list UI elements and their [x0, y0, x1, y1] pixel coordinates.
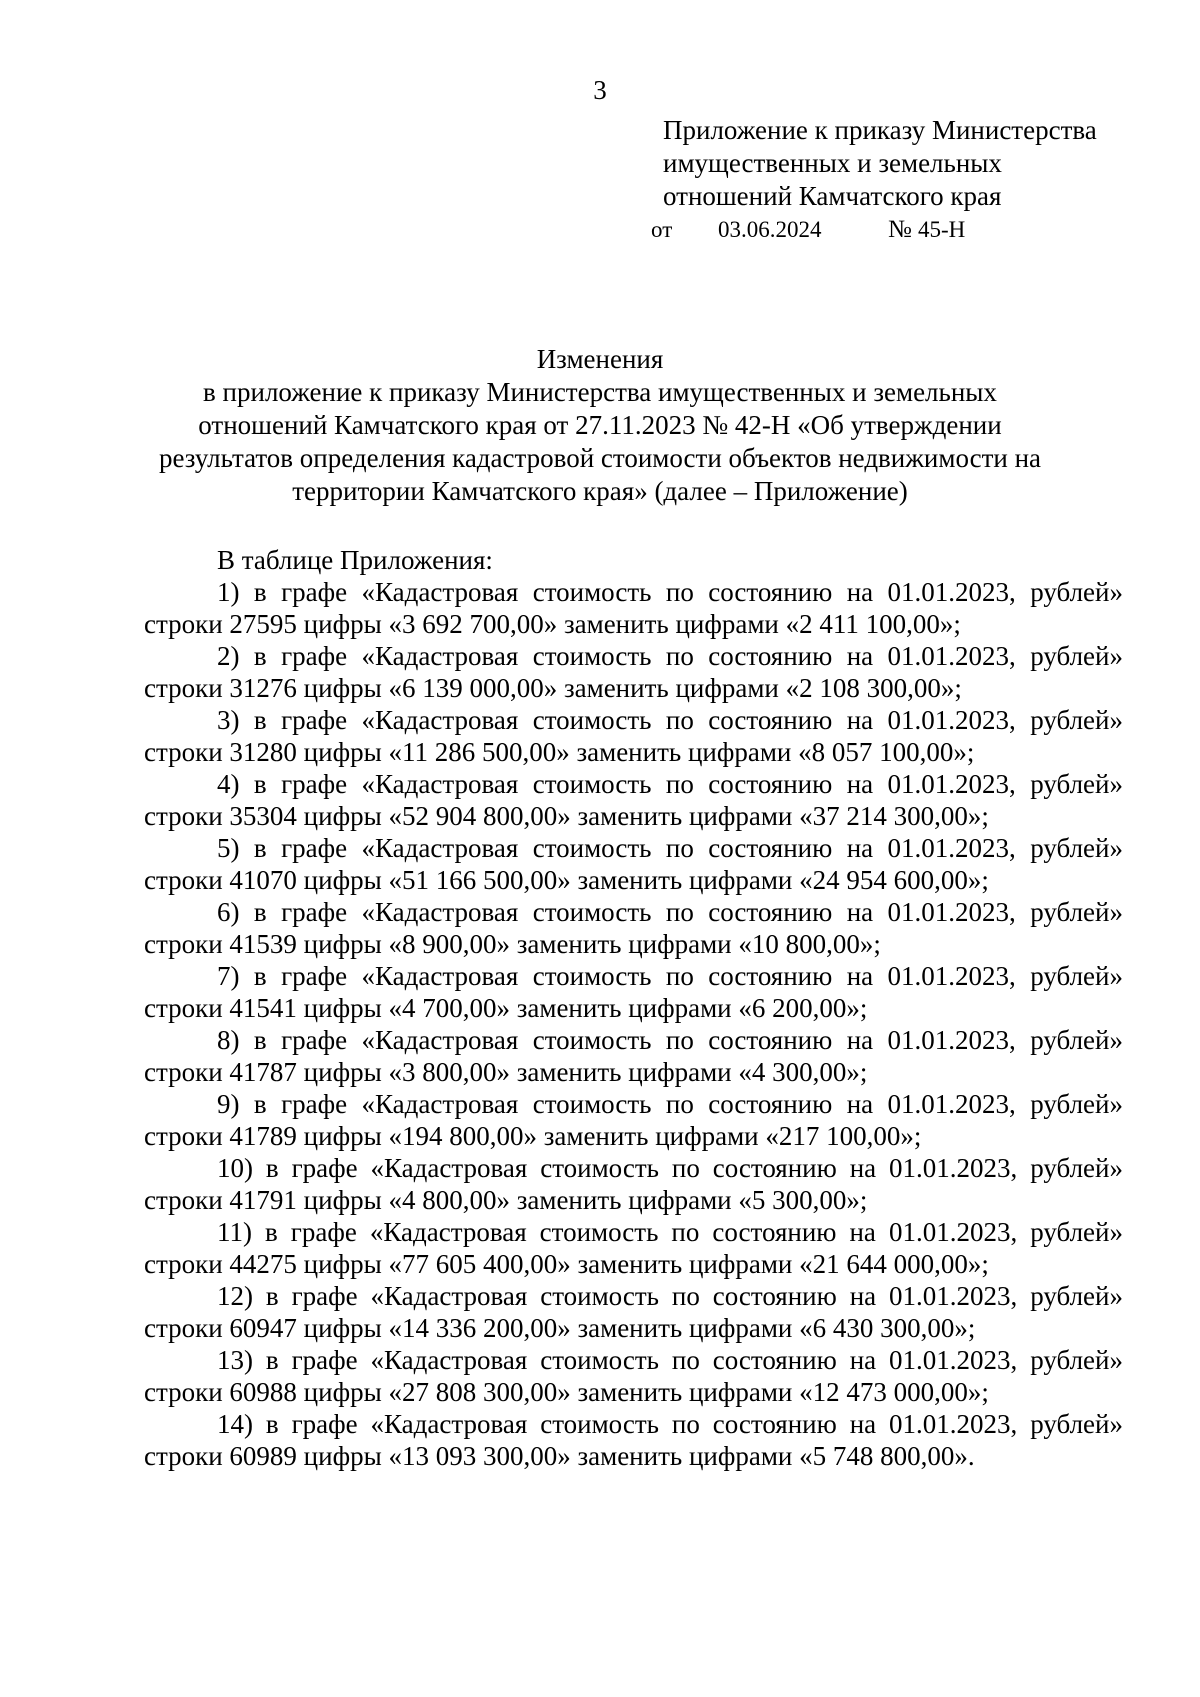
list-item — [144, 960, 1123, 1024]
item-text: 4) в графе «Кадастровая стоимость по состоянию на 01.01.2023, рублей» — [217, 769, 1123, 799]
item-text: строки 41539 цифры «8 900,00» заменить цифрами «10 800,00»; — [144, 929, 881, 959]
item-text: строки 41070 цифры «51 166 500,00» заменить цифрами «24 954 600,00»; — [144, 865, 989, 895]
item-text: строки 41791 цифры «4 800,00» заменить цифрами «5 300,00»; — [144, 1185, 868, 1215]
item-text: 13) в графе «Кадастровая стоимость по состоянию на 01.01.2023, рублей» — [217, 1345, 1123, 1375]
title-line: отношений Камчатского края от 27.11.2023 № 42-Н «Об утверждении — [198, 410, 1002, 440]
list-item — [144, 1216, 1123, 1280]
item-text: строки 41787 цифры «3 800,00» заменить цифрами «4 300,00»; — [144, 1057, 868, 1087]
approval-line: имущественных и земельных — [663, 148, 1002, 178]
approval-line: отношений Камчатского края — [663, 181, 1002, 211]
item-text: 1) в графе «Кадастровая стоимость по состоянию на 01.01.2023, рублей» — [217, 577, 1123, 607]
item-text: 3) в графе «Кадастровая стоимость по состоянию на 01.01.2023, рублей» — [217, 705, 1123, 735]
order-number-sign: № — [888, 216, 912, 243]
order-number: 45-Н — [918, 217, 966, 242]
order-from-label: от — [651, 217, 673, 242]
list-item — [144, 768, 1123, 832]
page-number: 3 — [593, 75, 607, 105]
title-line: в приложение к приказу Министерства имущественных и земельных — [203, 377, 997, 407]
list-item — [144, 640, 1123, 704]
item-text: 8) в графе «Кадастровая стоимость по состоянию на 01.01.2023, рублей» — [217, 1025, 1123, 1055]
title-line: территории Камчатского края» (далее – Приложение) — [292, 476, 908, 506]
item-text: строки 60988 цифры «27 808 300,00» заменить цифрами «12 473 000,00»; — [144, 1377, 989, 1407]
item-text: строки 60947 цифры «14 336 200,00» заменить цифрами «6 430 300,00»; — [144, 1313, 976, 1343]
item-text: строки 41541 цифры «4 700,00» заменить цифрами «6 200,00»; — [144, 993, 868, 1023]
item-text: 7) в графе «Кадастровая стоимость по состоянию на 01.01.2023, рублей» — [217, 961, 1123, 991]
item-text: строки 27595 цифры «3 692 700,00» заменить цифрами «2 411 100,00»; — [144, 609, 961, 639]
item-text: 6) в графе «Кадастровая стоимость по состоянию на 01.01.2023, рублей» — [217, 897, 1123, 927]
item-text: 14) в графе «Кадастровая стоимость по состоянию на 01.01.2023, рублей» — [217, 1409, 1123, 1439]
list-item — [144, 896, 1123, 960]
list-item — [144, 1344, 1123, 1408]
item-text: 11) в графе «Кадастровая стоимость по состоянию на 01.01.2023, рублей» — [217, 1217, 1123, 1247]
approval-line: Приложение к приказу Министерства — [663, 115, 1097, 145]
intro-text: В таблице Приложения: — [217, 545, 493, 575]
title-line: результатов определения кадастровой стоимости объектов недвижимости на — [158, 443, 1042, 473]
order-reference — [651, 214, 1051, 246]
order-date: 03.06.2024 — [718, 217, 822, 242]
item-text: 12) в графе «Кадастровая стоимость по состоянию на 01.01.2023, рублей» — [217, 1281, 1123, 1311]
list-item — [144, 704, 1123, 768]
item-text: 10) в графе «Кадастровая стоимость по состоянию на 01.01.2023, рублей» — [217, 1153, 1123, 1183]
list-item — [144, 576, 1123, 640]
item-text: строки 31276 цифры «6 139 000,00» заменить цифрами «2 108 300,00»; — [144, 673, 962, 703]
approval-block — [663, 114, 1163, 213]
document-title — [90, 343, 1110, 508]
title-heading: Изменения — [536, 344, 664, 374]
list-item — [144, 1408, 1123, 1472]
list-item — [144, 1024, 1123, 1088]
item-text: 5) в графе «Кадастровая стоимость по состоянию на 01.01.2023, рублей» — [217, 833, 1123, 863]
item-text: строки 41789 цифры «194 800,00» заменить цифрами «217 100,00»; — [144, 1121, 922, 1151]
list-item — [144, 1280, 1123, 1344]
item-text: строки 31280 цифры «11 286 500,00» заменить цифрами «8 057 100,00»; — [144, 737, 975, 767]
item-text: строки 35304 цифры «52 904 800,00» заменить цифрами «37 214 300,00»; — [144, 801, 989, 831]
item-text: строки 60989 цифры «13 093 300,00» заменить цифрами «5 748 800,00». — [144, 1441, 975, 1471]
list-item — [144, 1088, 1123, 1152]
item-text: строки 44275 цифры «77 605 400,00» заменить цифрами «21 644 000,00»; — [144, 1249, 989, 1279]
document-body — [144, 544, 1123, 1472]
list-item — [144, 832, 1123, 896]
item-text: 2) в графе «Кадастровая стоимость по состоянию на 01.01.2023, рублей» — [217, 641, 1123, 671]
list-item — [144, 1152, 1123, 1216]
item-text: 9) в графе «Кадастровая стоимость по состоянию на 01.01.2023, рублей» — [217, 1089, 1123, 1119]
